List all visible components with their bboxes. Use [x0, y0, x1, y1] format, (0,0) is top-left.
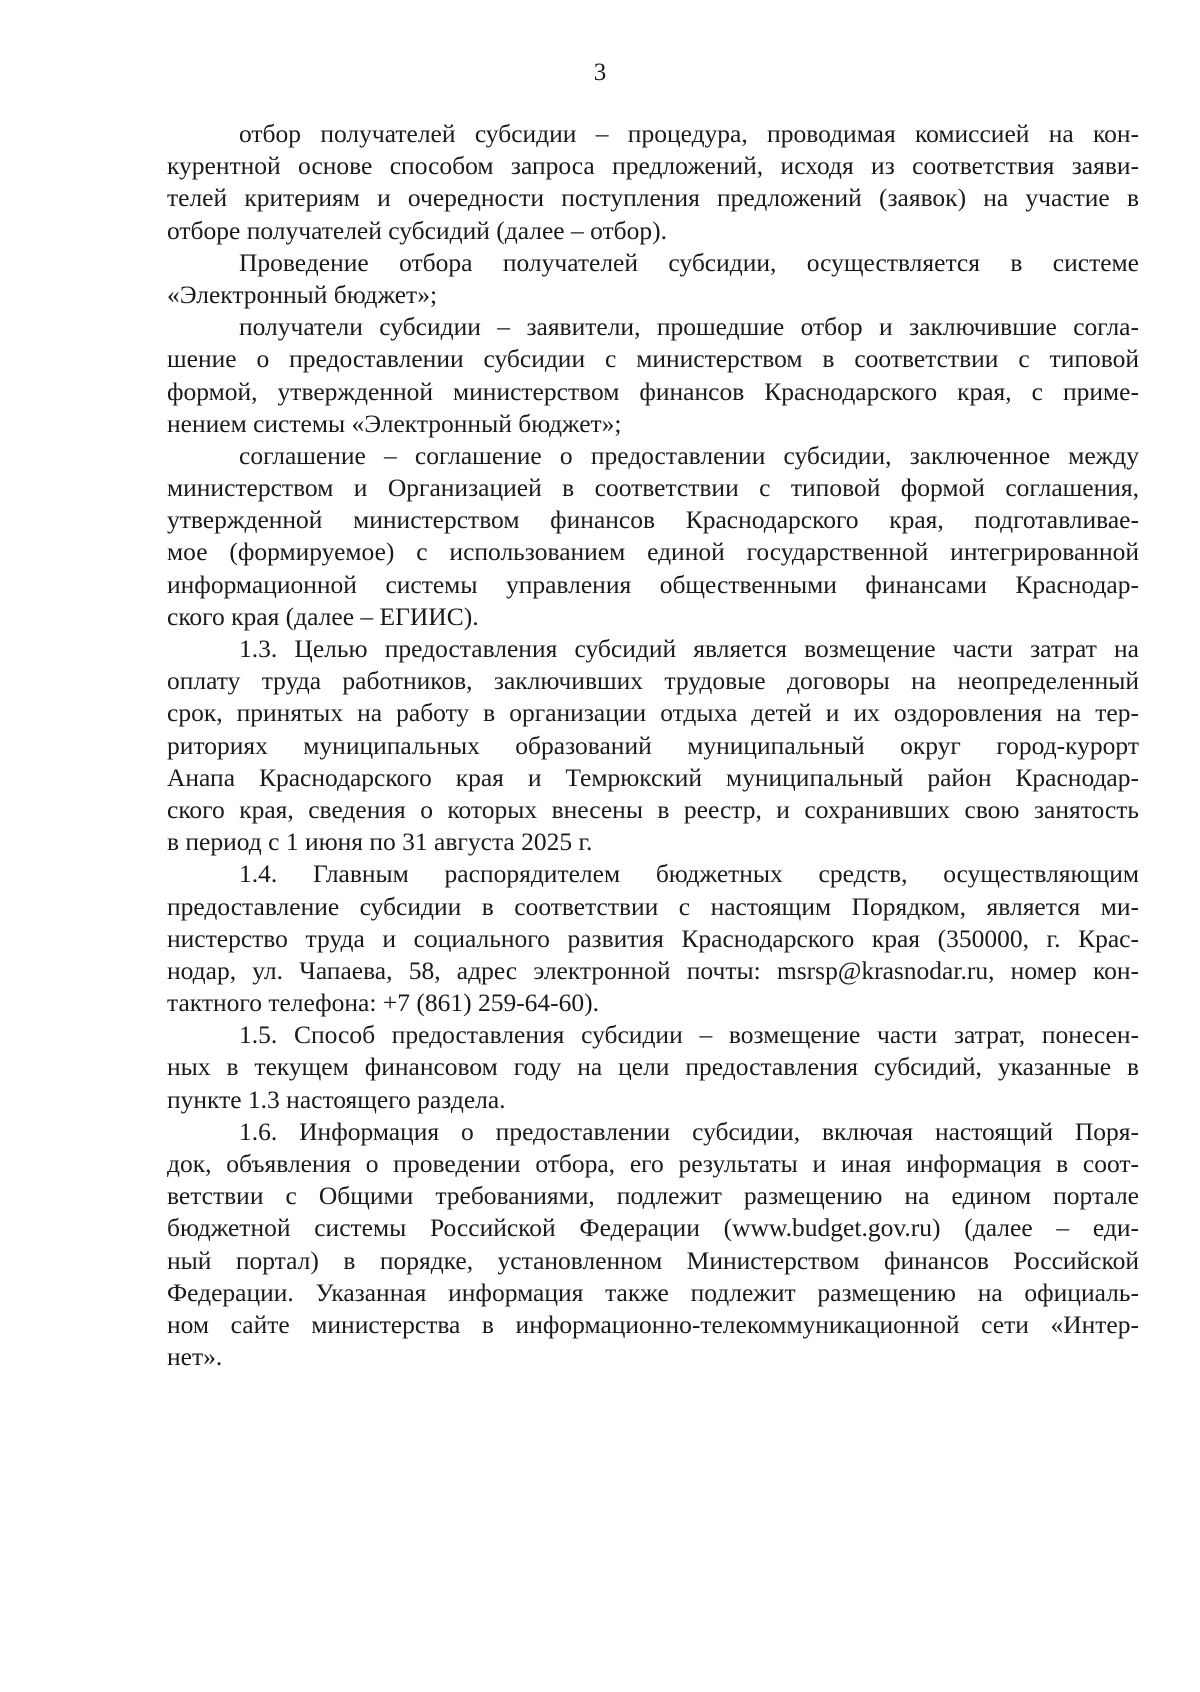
paragraph-6-line: нистерство труда и социального развития Краснодарского края (350000, г. Крас- [167, 923, 1139, 953]
paragraph-7-line: пункте 1.3 настоящего раздела. [167, 1084, 506, 1114]
paragraph-5-line: оплату труда работников, заключивших трудовые договоры на неопределенный [167, 666, 1139, 696]
paragraph-5-line: 1.3. Целью предоставления субсидий является возмещение части затрат на [239, 634, 1139, 663]
paragraph-6-line: тактного телефона: +7 (861) 259-64-60). [167, 988, 600, 1018]
paragraph-1-line: курентной основе способом запроса предложений, исходя из соответствия заяви- [167, 151, 1139, 181]
paragraph-8-line: ном сайте министерства в информационно-телекоммуникационной сети «Интер- [167, 1309, 1139, 1339]
paragraph-4-line: министерством и Организацией в соответствии с типовой формой соглашения, [167, 473, 1139, 503]
paragraph-8-line: нет». [167, 1342, 223, 1372]
paragraph-8-line: бюджетной системы Российской Федерации (www.budget.gov.ru) (далее – еди- [167, 1213, 1139, 1243]
paragraph-3-line: шение о предоставлении субсидии с министерством в соответствии с типовой [167, 344, 1139, 374]
paragraph-4-line: информационной системы управления общественными финансами Краснодар- [167, 569, 1139, 599]
paragraph-1-line: отбор получателей субсидии – процедура, проводимая комиссией на кон- [239, 119, 1139, 148]
paragraph-8-line: док, объявления о проведении отбора, его результаты и иная информация в соот- [167, 1149, 1139, 1178]
paragraph-5-line: срок, принятых на работу в организации отдыха детей и их оздоровления на тер- [167, 698, 1139, 728]
paragraph-8-line: 1.6. Информация о предоставлении субсидии, включая настоящий Поря- [239, 1116, 1139, 1146]
paragraph-8-line: ный портал) в порядке, установленном Министерством финансов Российской [167, 1245, 1139, 1275]
paragraph-2-line: «Электронный бюджет»; [167, 279, 438, 309]
paragraph-8-line: ветствии с Общими требованиями, подлежит размещению на едином портале [167, 1181, 1139, 1211]
paragraph-6-line: 1.4. Главным распорядителем бюджетных средств, осуществляющим [239, 859, 1139, 889]
paragraph-5-line: в период с 1 июня по 31 августа 2025 г. [167, 827, 593, 857]
paragraph-4-line: утвержденной министерством финансов Краснодарского края, подготавливае- [167, 505, 1139, 535]
paragraph-1-line: отборе получателей субсидий (далее – отбор). [167, 215, 668, 245]
paragraph-6-line: предоставление субсидии в соответствии с настоящим Порядком, является ми- [167, 891, 1139, 921]
paragraph-3-line: нением системы «Электронный бюджет»; [167, 408, 622, 438]
paragraph-5-line: Анапа Краснодарского края и Темрюкский муниципальный район Краснодар- [167, 762, 1139, 792]
paragraph-5-line: ского края, сведения о которых внесены в реестр, и сохранивших свою занятость [167, 794, 1139, 824]
paragraph-5-line: риториях муниципальных образований муниципальный округ город-курорт [167, 730, 1139, 760]
page-number: 3 [593, 59, 607, 86]
document-body [167, 118, 1139, 1373]
paragraph-6-line: нодар, ул. Чапаева, 58, адрес электронной почты: msrsp@krasnodar.ru, номер кон- [167, 955, 1139, 985]
paragraph-4-line: соглашение – соглашение о предоставлении субсидии, заключенное между [239, 440, 1139, 470]
paragraph-8-line: Федерации. Указанная информация также подлежит размещению на официаль- [167, 1277, 1139, 1307]
paragraph-7-line: ных в текущем финансовом году на цели предоставления субсидий, указанные в [167, 1052, 1139, 1082]
paragraph-2-line: Проведение отбора получателей субсидии, осуществляется в системе [239, 247, 1139, 277]
paragraph-4-line: ского края (далее – ЕГИИС). [167, 601, 479, 631]
paragraph-7-line: 1.5. Способ предоставления субсидии – возмещение части затрат, понесен- [239, 1020, 1139, 1050]
paragraph-3-line: формой, утвержденной министерством финансов Краснодарского края, с приме- [167, 376, 1139, 406]
paragraph-4-line: мое (формируемое) с использованием единой государственной интегрированной [167, 537, 1139, 567]
paragraph-3-line: получатели субсидии – заявители, прошедшие отбор и заключившие согла- [239, 312, 1139, 342]
paragraph-1-line: телей критериям и очередности поступления предложений (заявок) на участие в [167, 183, 1139, 213]
